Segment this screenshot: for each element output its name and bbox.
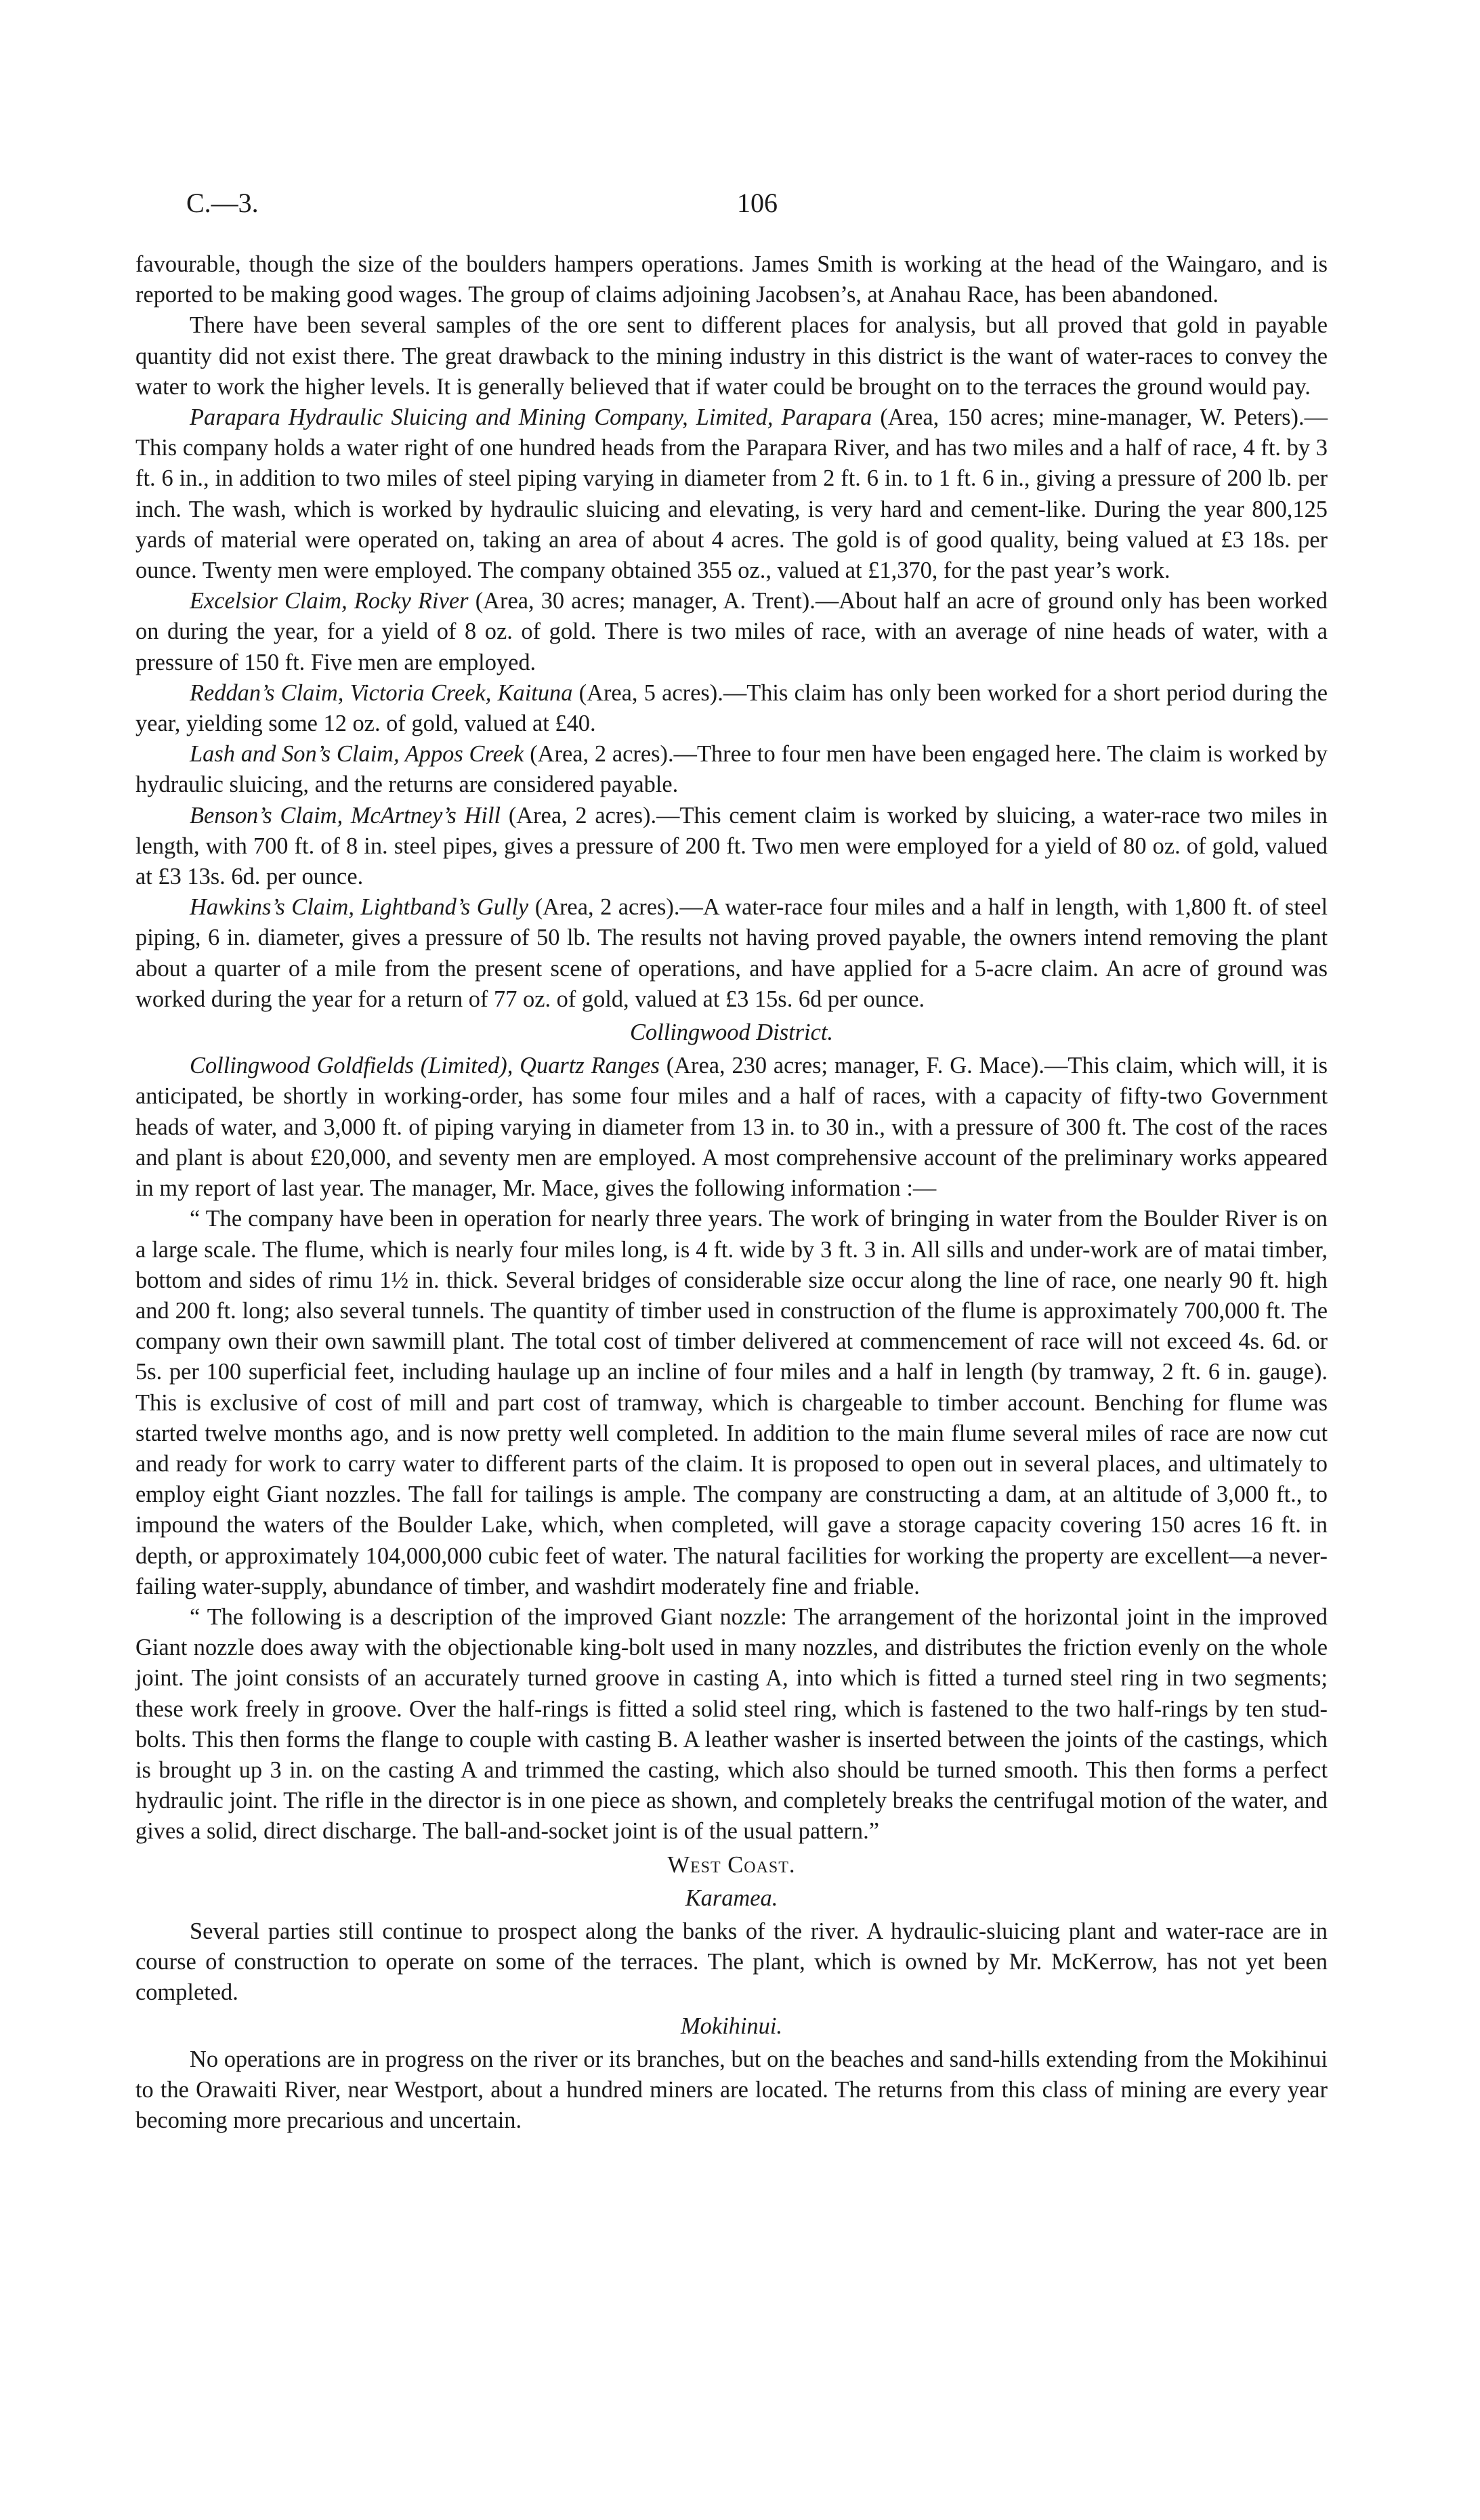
paragraph-text: “ The following is a description of the improved Giant nozzle: The arrangement of the horizontal joint in the improved Giant nozzle does away with the objectionable king-bolt used in many nozzles, and distributes the friction evenly on the whole joint. The joint consists of an accurately turned groove in casting A, into which is fitted a turned steel ring in two segments; these work freely in groove. Over the half-rings is fitted a solid steel ring, which is fastened to the two half-rings by ten stud-bolts. This then forms the flange to couple with casting B. A leather washer is inserted between the joints of the castings, which is brought up 3 in. on the casting A and trimmed the casting, which also should be turned smooth. This then forms a perfect hydraulic joint. The rifle in the director is in one piece as shown, and completely breaks the centrifugal motion of the water, and gives a solid, direct discharge. The ball-and-socket joint is of the usual pattern.” <box>135 1603 1328 1845</box>
claim-title: Excelsior Claim, Rocky River <box>190 588 469 614</box>
paragraph-mokihinui <box>135 2044 1328 2137</box>
paragraph-hawkins <box>135 892 1328 1015</box>
claim-title: Benson’s Claim, McArtney’s Hill <box>190 802 501 828</box>
paragraph-text: “ The company have been in operation for nearly three years. The work of bringing in water from the Boulder River is on a large scale. The flume, which is nearly four miles long, is 4 ft. wide by 3 ft. 3 in. All sills and under-work are of matai timber, bottom and sides of rimu 1½ in. thick. Several bridges of considerable size occur along the line of race, one nearly 90 ft. high and 200 ft. long; also several tunnels. The quantity of timber used in construction of the flume is approximately 700,000 ft. The company own their own sawmill plant. The total cost of timber delivered at commencement of race will not exceed 4s. 6d. or 5s. per 100 superficial feet, including haulage up an incline of four miles and a half in length (by tramway, 2 ft. 6 in. gauge). This is exclusive of cost of mill and part cost of tramway, which is chargeable to timber account. Benching for flume was started twelve months ago, and is now pretty well completed. In addition to the main flume several miles of race are now cut and ready for work to carry water to different parts of the claim. It is proposed to open out in several places, and ultimately to employ eight Giant nozzles. The fall for tailings is ample. The company are constructing a dam, at an altitude of 3,000 ft., to impound the waters of the Boulder Lake, which, when completed, will gave a storage capacity covering 150 acres 16 ft. in depth, or approximately 104,000,000 cubic feet of water. The natural facilities for working the property are excellent—a never-failing water-supply, abundance of timber, and washdirt moderately fine and friable. <box>135 1206 1328 1599</box>
paragraph-text: favourable, though the size of the boulders hampers operations. James Smith is working at the head of the Waingaro, and is reported to be making good wages. The group of claims adjoining Jacobsen’s, at Anahau Race, has been abandoned. <box>135 251 1328 308</box>
paragraph-text: (Area, 2 acres).—Three to four men have been engaged here. The claim is worked by hydraulic sluicing, and the returns are considered payable. <box>135 741 1328 798</box>
paragraph-text: (Area, 230 acres; manager, F. G. Mace).—This claim, which will, it is anticipated, be shortly in working-order, has some four miles and a half of races, with a capacity of fifty-two Government heads of water, and 3,000 ft. of piping varying in diameter from 13 in. to 30 in., with a pressure of 300 ft. The cost of the races and plant is about £20,000, and seventy men are employed. A most comprehensive account of the preliminary works appeared in my report of last year. The manager, Mr. Mace, gives the following information :— <box>135 1053 1328 1202</box>
paragraph-text: (Area, 2 acres).—This cement claim is worked by sluicing, a water-race two miles in length, with 700 ft. of 8 in. steel pipes, gives a pressure of 200 ft. Two men were employed for a yield of 80 oz. of gold, valued at £3 13s. 6d. per ounce. <box>135 802 1328 890</box>
paragraph-karamea <box>135 1916 1328 2009</box>
paragraph-benson <box>135 801 1328 893</box>
paragraph-excelsior <box>135 586 1328 678</box>
claim-title: Collingwood Goldfields (Limited), Quartz Ranges <box>190 1053 660 1079</box>
section-heading-collingwood: Collingwood District. <box>630 1020 833 1046</box>
paragraph-continuation <box>135 249 1328 310</box>
paragraph-quote-nozzle <box>135 1602 1328 1847</box>
paragraph-text: There have been several samples of the ore sent to different places for analysis, but all proved that gold in payable quantity did not exist there. The great drawback to the mining industry in this district is the want of water-races to convey the water to work the higher levels. It is generally believed that if water could be brought on to the terraces the ground would pay. <box>135 312 1328 400</box>
claim-title: Reddan’s Claim, Victoria Creek, Kaituna <box>190 679 573 706</box>
paragraph-collingwood-goldfields <box>135 1051 1328 1204</box>
paragraph-reddan <box>135 678 1328 739</box>
paragraph-text: (Area, 5 acres).—This claim has only been worked for a short period during the year, yielding some 12 oz. of gold, valued at £40. <box>135 679 1328 737</box>
document-code: C.—3. <box>186 188 259 218</box>
paragraph-text: (Area, 150 acres; mine-manager, W. Peters).—This company holds a water right of one hundred heads from the Parapara River, and has two miles and a half of race, 4 ft. by 3 ft. 6 in., in addition to two miles of steel piping varying in diameter from 2 ft. 6 in. to 1 ft. 6 in., giving a pressure of 200 lb. per inch. The wash, which is worked by hydraulic sluicing and elevating, is very hard and cement-like. During the year 800,125 yards of material were operated on, taking an area of about 4 acres. The gold is of good quality, being valued at £3 18s. per ounce. Twenty men were employed. The company obtained 355 oz., valued at £1,370, for the past year’s work. <box>135 404 1328 584</box>
claim-title: Hawkins’s Claim, Lightband’s Gully <box>190 894 529 921</box>
paragraph-quote-company <box>135 1204 1328 1602</box>
claim-title: Parapara Hydraulic Sluicing and Mining Company, Limited, Parapara <box>190 404 872 431</box>
paragraph-samples <box>135 310 1328 402</box>
page-number: 106 <box>737 188 778 218</box>
subheading-mokihinui: Mokihinui. <box>681 2013 782 2039</box>
subheading-karamea: Karamea. <box>685 1885 778 1911</box>
page-header <box>186 187 1328 228</box>
paragraph-text: Several parties still continue to prospect along the banks of the river. A hydraulic-sluicing plant and water-race are in course of construction to operate on some of the terraces. The plant, which is owned by Mr. McKerrow, has not yet been completed. <box>135 1918 1328 2006</box>
page-body <box>135 249 1328 2136</box>
paragraph-text: (Area, 30 acres; manager, A. Trent).—About half an acre of ground only has been worked on during the year, for a yield of 8 oz. of gold. There is two miles of race, with an average of nine heads of water, with a pressure of 150 ft. Five men are employed. <box>135 588 1328 675</box>
paragraph-text: No operations are in progress on the river or its branches, but on the beaches and sand-hills extending from the Mokihinui to the Orawaiti River, near Westport, about a hundred miners are located. The returns from this class of mining are every year becoming more precarious and uncertain. <box>135 2046 1328 2134</box>
claim-title: Lash and Son’s Claim, Appos Creek <box>190 741 524 768</box>
paragraph-text: (Area, 2 acres).—A water-race four miles and a half in length, with 1,800 ft. of steel piping, 6 in. diameter, gives a pressure of 50 lb. The results not having proved payable, the owners intend removing the plant about a quarter of a mile from the present scene of operations, and have applied for a 5-acre claim. An acre of ground was worked during the year for a return of 77 oz. of gold, valued at £3 15s. 6d per ounce. <box>135 894 1328 1012</box>
section-heading-west-coast: West Coast. <box>667 1851 796 1878</box>
paragraph-parapara <box>135 402 1328 586</box>
paragraph-lash <box>135 739 1328 800</box>
